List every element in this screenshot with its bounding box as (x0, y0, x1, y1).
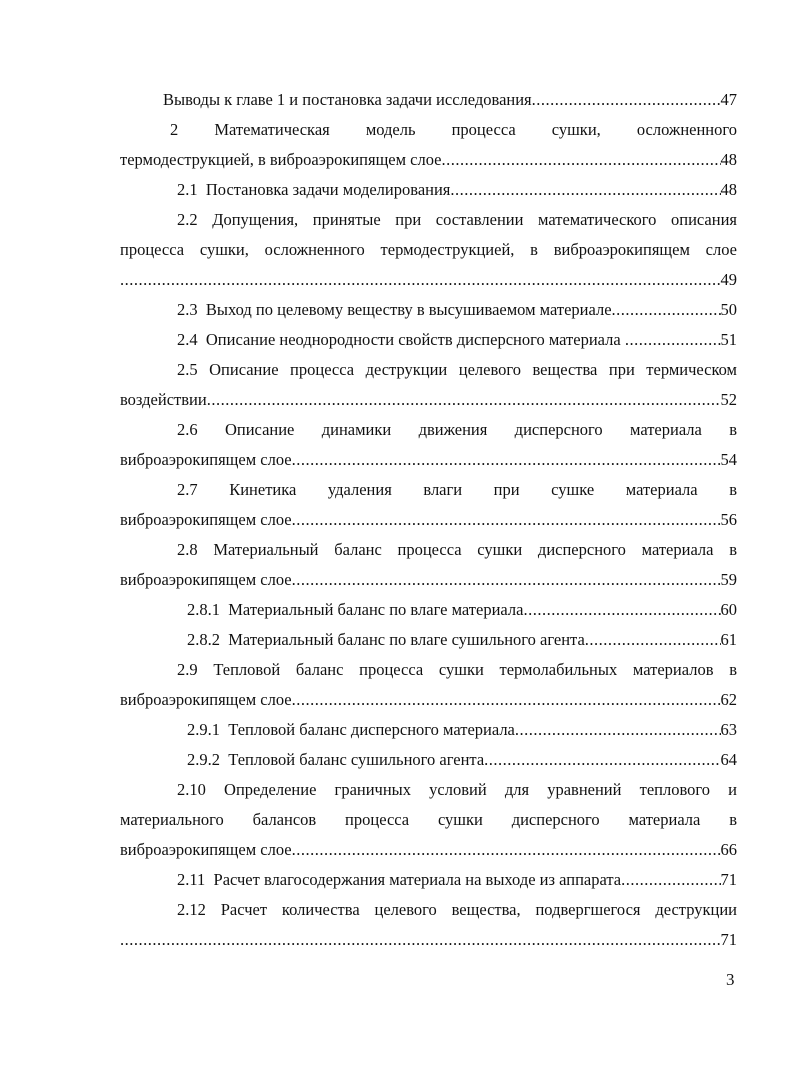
dot-leader (292, 445, 721, 475)
toc-entry-last-line (120, 265, 737, 295)
toc-entry (120, 865, 737, 895)
toc-entry-last-line (120, 145, 737, 175)
toc-entry (120, 205, 737, 295)
toc-entry-last-line (120, 745, 737, 775)
toc-entry-title: виброаэрокипящем слое (120, 450, 292, 469)
toc-entry-last-line (120, 175, 737, 205)
dot-leader (515, 715, 721, 745)
toc-entry-title: виброаэрокипящем слое (120, 690, 292, 709)
toc-page-number: 56 (720, 510, 737, 529)
dot-leader (621, 865, 720, 895)
toc-entry-title-line: 2 Математическая модель процесса сушки, осложненного (170, 120, 737, 139)
dot-leader (120, 265, 721, 295)
toc-entry-title: 2.3 Выход по целевому веществу в высушиваемом материале (177, 300, 612, 319)
toc-entry-last-line (120, 865, 737, 895)
toc-entry-last-line (120, 295, 737, 325)
toc-entry-last-line (120, 565, 737, 595)
dot-leader (450, 175, 720, 205)
toc-entry (120, 535, 737, 595)
toc-entry-last-line (120, 445, 737, 475)
toc-page-number: 60 (720, 600, 737, 619)
dot-leader (292, 565, 721, 595)
toc-entry-title: 2.8.2 Материальный баланс по влаге сушильного агента (187, 630, 585, 649)
dot-leader (484, 745, 720, 775)
toc-entry-title: 2.9.1 Тепловой баланс дисперсного материала (187, 720, 515, 739)
toc-entry-title: виброаэрокипящем слое (120, 840, 292, 859)
toc-entry-title-line: 2.5 Описание процесса деструкции целевого вещества при термическом (177, 360, 737, 379)
page-number: 3 (726, 970, 735, 989)
dot-leader (532, 85, 721, 115)
dot-leader (585, 625, 721, 655)
dot-leader (523, 595, 720, 625)
toc-entry (120, 625, 737, 655)
toc-page-number: 63 (720, 720, 737, 739)
toc-entry-title-line: 2.8 Материальный баланс процесса сушки дисперсного материала в (177, 540, 737, 559)
toc-entry-last-line (120, 685, 737, 715)
table-of-contents (120, 85, 737, 955)
dot-leader (612, 295, 721, 325)
toc-page-number: 61 (720, 630, 737, 649)
toc-page-number: 48 (720, 150, 737, 169)
toc-page-number: 49 (720, 270, 737, 289)
toc-entry-title-line: 2.7 Кинетика удаления влаги при сушке материала в (177, 480, 737, 499)
toc-entry (120, 475, 737, 535)
dot-leader (442, 145, 721, 175)
toc-page-number: 66 (720, 840, 737, 859)
toc-entry-last-line (120, 835, 737, 865)
toc-entry (120, 355, 737, 415)
toc-entry-title: виброаэрокипящем слое (120, 570, 292, 589)
dot-leader (625, 325, 721, 355)
toc-entry (120, 115, 737, 175)
toc-entry-title-line: материального балансов процесса сушки дисперсного материала в (120, 810, 737, 829)
toc-entry-last-line (120, 325, 737, 355)
toc-page-number: 71 (720, 930, 737, 949)
toc-entry (120, 325, 737, 355)
toc-page-number: 48 (720, 180, 737, 199)
toc-entry (120, 85, 737, 115)
dot-leader (292, 835, 721, 865)
toc-entry-last-line (120, 925, 737, 955)
toc-entry-last-line (120, 85, 737, 115)
toc-page-number: 52 (720, 390, 737, 409)
toc-entry-title: 2.1 Постановка задачи моделирования (177, 180, 451, 199)
toc-entry-last-line (120, 595, 737, 625)
toc-entry-title: термодеструкцией, в виброаэрокипящем слое (120, 150, 442, 169)
toc-entry-title: 2.9.2 Тепловой баланс сушильного агента (187, 750, 485, 769)
toc-page-number: 62 (720, 690, 737, 709)
toc-entry-last-line (120, 385, 737, 415)
toc-entry (120, 415, 737, 475)
dot-leader (292, 685, 721, 715)
toc-entry-title: виброаэрокипящем слое (120, 510, 292, 529)
toc-entry-title: Выводы к главе 1 и постановка задачи исследования (163, 90, 532, 109)
toc-page-number: 71 (720, 870, 737, 889)
toc-entry (120, 775, 737, 865)
toc-entry-title: 2.4 Описание неоднородности свойств дисперсного материала (177, 330, 625, 349)
toc-entry-title: воздействии (120, 390, 207, 409)
toc-entry-title-line: процесса сушки, осложненного термодеструкцией, в виброаэрокипящем слое (120, 240, 737, 259)
toc-entry (120, 175, 737, 205)
toc-entry-last-line (120, 505, 737, 535)
dot-leader (292, 505, 721, 535)
toc-page-number: 59 (720, 570, 737, 589)
toc-page-number: 54 (720, 450, 737, 469)
toc-entry (120, 295, 737, 325)
toc-entry-title-line: 2.9 Тепловой баланс процесса сушки термолабильных материалов в (177, 660, 737, 679)
toc-entry-title: 2.11 Расчет влагосодержания материала на выходе из аппарата (177, 870, 622, 889)
toc-entry (120, 895, 737, 955)
toc-entry (120, 595, 737, 625)
toc-page-number: 64 (720, 750, 737, 769)
toc-entry-last-line (120, 625, 737, 655)
toc-entry (120, 655, 737, 715)
toc-entry (120, 745, 737, 775)
toc-entry-title: 2.8.1 Материальный баланс по влаге материала (187, 600, 524, 619)
toc-entry-last-line (120, 715, 737, 745)
dot-leader (120, 925, 721, 955)
toc-entry-title-line: 2.6 Описание динамики движения дисперсного материала в (177, 420, 737, 439)
toc-page-number: 50 (720, 300, 737, 319)
toc-page-number: 51 (720, 330, 737, 349)
toc-entry-title-line: 2.2 Допущения, принятые при составлении математического описания (177, 210, 737, 229)
toc-entry-title-line: 2.10 Определение граничных условий для уравнений теплового и (177, 780, 737, 799)
dot-leader (207, 385, 721, 415)
toc-page-number: 47 (720, 90, 737, 109)
toc-entry (120, 715, 737, 745)
toc-entry-title-line: 2.12 Расчет количества целевого вещества, подвергшегося деструкции (177, 900, 737, 919)
